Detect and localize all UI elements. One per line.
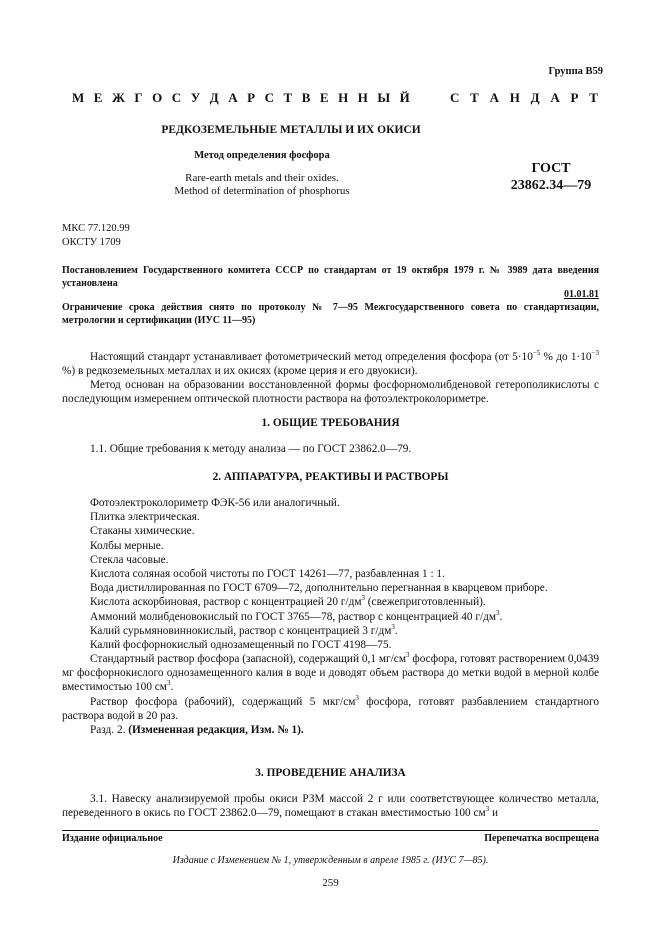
- solutions-description: [62, 652, 599, 737]
- banner-letter: Н: [357, 90, 368, 105]
- section-1-item: 1.1. Общие требования к методу анализа — по ГОСТ 23862.0—79.: [90, 443, 412, 455]
- classification-codes: [62, 222, 130, 250]
- introduction: [62, 350, 599, 406]
- banner-letter: А: [228, 90, 238, 105]
- section-3-body: [62, 792, 599, 820]
- banner-right: [450, 90, 598, 106]
- banner-letter: А: [550, 90, 560, 105]
- document-title: РЕДКОЗЕМЕЛЬНЫЕ МЕТАЛЛЫ И ИХ ОКИСИ: [161, 124, 421, 136]
- banner-letter: Д: [209, 90, 219, 105]
- change-note: Разд. 2. (Измененная редакция, Изм. № 1).: [90, 724, 304, 737]
- banner-letter: С: [171, 90, 182, 105]
- list-item: Плитка электрическая.: [90, 511, 200, 524]
- section-1-heading: 1. ОБЩИЕ ТРЕБОВАНИЯ: [261, 417, 400, 429]
- gost-number: 23862.34—79: [510, 178, 592, 193]
- footer-divider: [62, 830, 599, 831]
- section-2-heading: 2. АППАРАТУРА, РЕАКТИВЫ И РАСТВОРЫ: [212, 471, 449, 483]
- english-title-line1: Rare-earth metals and their oxides.: [185, 172, 339, 184]
- okstu-code: ОКСТУ 1709: [62, 237, 121, 248]
- banner-letter: Н: [509, 90, 520, 105]
- list-item: Колбы мерные.: [90, 539, 164, 552]
- limitation-text: Ограничение срока действия снято по протоколу № 7—95 Межгосударственного совета по стандартизации, метрологии и сертификации (ИУС 11—95): [62, 302, 599, 326]
- equipment-list: [90, 496, 599, 652]
- banner-letter: Е: [93, 90, 103, 105]
- banner-letter: Ж: [111, 90, 125, 105]
- list-item: Стекла часовые.: [90, 553, 169, 566]
- banner-letter: Р: [570, 90, 579, 105]
- banner-letter: Р: [247, 90, 256, 105]
- banner-letter: С: [264, 90, 274, 105]
- working-solution-paragraph: Раствор фосфора (рабочий), содержащий 5 мкг/$см^3$ фосфора, готовят разбавлением стандартного раствора водой в 20 раз.: [62, 693, 600, 722]
- banner-letter: О: [152, 90, 163, 105]
- intro-paragraph-1: Настоящий стандарт устанавливает фотометрический метод определения фосфора (от $5\cdot 10^{-5}$ % до $1\cdot 10^{-3}$ %) в редкоземельных металлах и их окисях (кроме церия и его двуокиси).: [62, 349, 599, 377]
- banner-letter: Д: [530, 90, 540, 105]
- list-item: Калий сурьмяновиннокислый, раствор с концентрацией 3 $г/дм^3$.: [90, 623, 398, 637]
- official-edition-label: Издание официальное: [62, 833, 163, 844]
- banner-letter: Ы: [377, 90, 391, 105]
- list-item: Кислота соляная особой чистоты по ГОСТ 14261—77, разбавленная 1 : 1.: [90, 568, 445, 581]
- list-item: Фотоэлектроколориметр ФЭК-56 или аналогичный.: [90, 497, 340, 509]
- gost-designation: [501, 160, 601, 194]
- amendment-note: Издание с Изменением № 1, утвержденным в апреле 1985 г. (ИУС 7—85).: [172, 855, 489, 866]
- banner-letter: Н: [338, 90, 349, 105]
- gost-label: ГОСТ: [531, 161, 571, 176]
- banner-letter: Е: [319, 90, 329, 105]
- banner-letter: У: [190, 90, 201, 105]
- banner-left: [72, 90, 410, 106]
- stock-solution-paragraph: Стандартный раствор фосфора (запасной), содержащий 0,1 $мг/см^3$ фосфора, готовят растворением 0,0439 мг фосфорнокислого однозамещенного калия в воде и доводят объем раствора до метки водой в мерной колбе вместимостью 100 $см^3$.: [62, 651, 599, 694]
- banner-letter: Г: [134, 90, 143, 105]
- banner-letter: С: [450, 90, 460, 105]
- section-1-body: [62, 442, 599, 456]
- list-item: Аммоний молибденовокислый по ГОСТ 3765—78, раствор с концентрацией 40 $г/дм^3$.: [90, 608, 503, 623]
- list-item: Кислота аскорбиновая, раствор с концентрацией 20 $г/дм^3$ (свежеприготовленный).: [90, 594, 486, 609]
- section-3-paragraph: 3.1. Навеску анализируемой пробы окиси РЗМ массой 2 г или соответствующее количество металла, переведенного в окись по ГОСТ 23862.0—79, помещают в стакан вместимостью 100 $см^3$ и: [62, 793, 599, 819]
- document-subtitle: Метод определения фосфора: [194, 150, 330, 161]
- section-3-heading: 3. ПРОВЕДЕНИЕ АНАЛИЗА: [255, 767, 406, 779]
- list-item: Вода дистиллированная по ГОСТ 6709—72, дополнительно перегнанная в кварцевом приборе.: [90, 582, 548, 595]
- banner-letter: Й: [399, 90, 410, 105]
- decree-text: Постановлением Государственного комитета СССР по стандартам от 19 октября 1979 г. № 3989 дата введения установлена: [62, 265, 599, 289]
- banner-letter: А: [489, 90, 499, 105]
- banner-letter: М: [72, 90, 85, 105]
- interstate-standard-banner: [72, 90, 598, 106]
- banner-letter: Т: [470, 90, 479, 105]
- page-number: 259: [322, 877, 339, 889]
- banner-letter: В: [301, 90, 311, 105]
- list-item: Калий фосфорнокислый однозамещенный по ГОСТ 4198—75.: [90, 639, 392, 652]
- introduction-date: 01.01.81: [564, 289, 599, 300]
- list-item: Стаканы химические.: [90, 525, 195, 538]
- english-title: [62, 172, 462, 198]
- banner-letter: Т: [283, 90, 293, 105]
- mks-code: МКС 77.120.99: [62, 223, 130, 234]
- group-code: Группа В59: [548, 66, 603, 77]
- english-title-line2: Method of determination of phosphorus: [174, 185, 350, 197]
- banner-letter: Т: [589, 90, 598, 105]
- reprint-prohibited-label: Перепечатка воспрещена: [484, 833, 599, 844]
- intro-paragraph-2: Метод основан на образовании восстановленной формы фосфорномолибденовой гетерополикислоты с последующим измерением оптической плотности раствора на фотоэлектроколориметре.: [62, 379, 599, 405]
